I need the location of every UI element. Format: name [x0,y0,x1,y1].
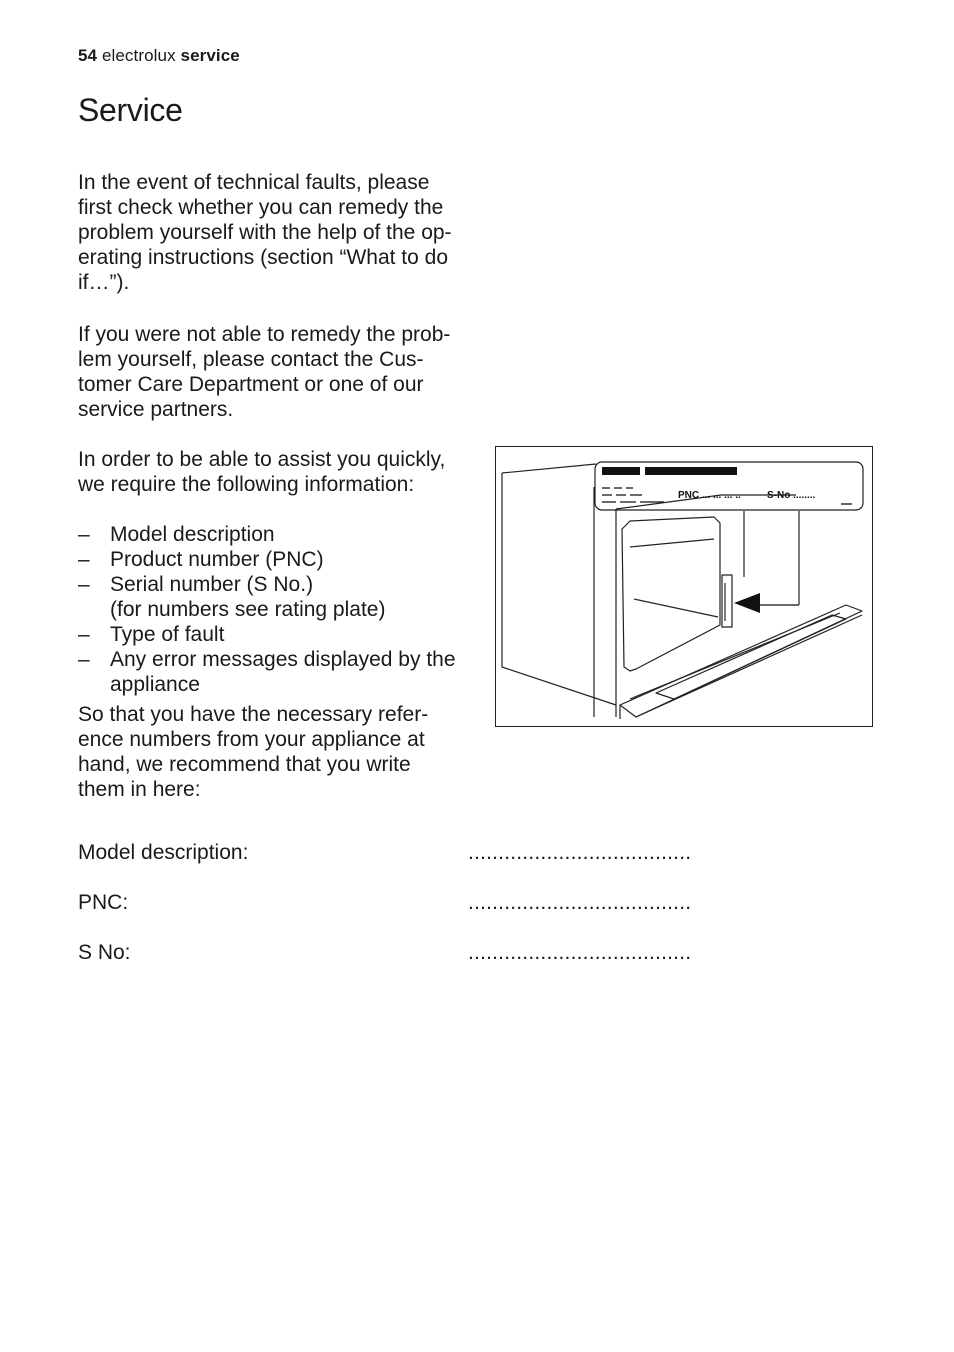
list-item-text: Any error messages displayed by the [110,648,456,671]
reference-paragraph [78,702,478,802]
pnc-label: PNC ... ... ... .. [678,490,741,501]
page-number: 54 [78,46,98,65]
page-header [78,46,240,66]
text-line: tomer Care Department or one of our [78,373,424,396]
serial-number-row [78,940,718,990]
list-item-text-cont: (for numbers see rating plate) [110,598,386,621]
field-label: S No: [78,941,131,964]
list-item [78,522,478,547]
text-line: service partners. [78,398,234,421]
serial-number-field[interactable]: ..................................... [468,941,692,964]
contact-paragraph [78,322,478,422]
text-line: If you were not able to remedy the prob- [78,323,451,346]
intro-paragraph [78,170,478,295]
pnc-row [78,890,718,940]
list-item-text-cont: appliance [110,673,200,696]
model-description-row [78,840,718,890]
text-line: we require the following information: [78,473,415,496]
list-item [78,547,478,572]
field-label: Model description: [78,841,249,864]
model-description-field[interactable]: ..................................... [468,841,692,864]
arrow-icon [734,593,760,613]
text-line: In the event of technical faults, please [78,171,430,194]
section-name: service [180,46,240,65]
rating-plate-illustration [495,446,873,727]
text-line: lem yourself, please contact the Cus- [78,348,424,371]
list-dash: – [78,573,90,596]
info-required-paragraph [78,447,478,497]
text-line: problem yourself with the help of the op- [78,221,452,244]
list-item-text: Product number (PNC) [110,548,324,571]
text-line: them in here: [78,778,201,801]
text-line: if…”). [78,271,130,294]
list-item [78,647,478,697]
list-item-text: Type of fault [110,623,225,646]
text-line: erating instructions (section “What to do [78,246,449,269]
list-item-text: Model description [110,523,275,546]
list-item-text: Serial number (S No.) [110,573,314,596]
list-item [78,622,478,647]
text-line: So that you have the necessary refer- [78,703,429,726]
oven-drawing [496,447,874,728]
required-info-list [78,522,478,697]
list-dash: – [78,548,90,571]
list-dash: – [78,648,90,671]
page-title: Service [78,92,183,128]
text-line: In order to be able to assist you quickly, [78,448,446,471]
text-line: hand, we recommend that you write [78,753,411,776]
brand-name: electrolux [101,46,176,65]
pnc-field[interactable]: ..................................... [468,891,692,914]
text-line: ence numbers from your appliance at [78,728,425,751]
sno-label: S-No ........ [767,490,816,501]
reference-fields [78,840,718,990]
text-line: first check whether you can remedy the [78,196,444,219]
list-dash: – [78,523,90,546]
field-label: PNC: [78,891,129,914]
list-dash: – [78,623,90,646]
list-item [78,572,478,622]
